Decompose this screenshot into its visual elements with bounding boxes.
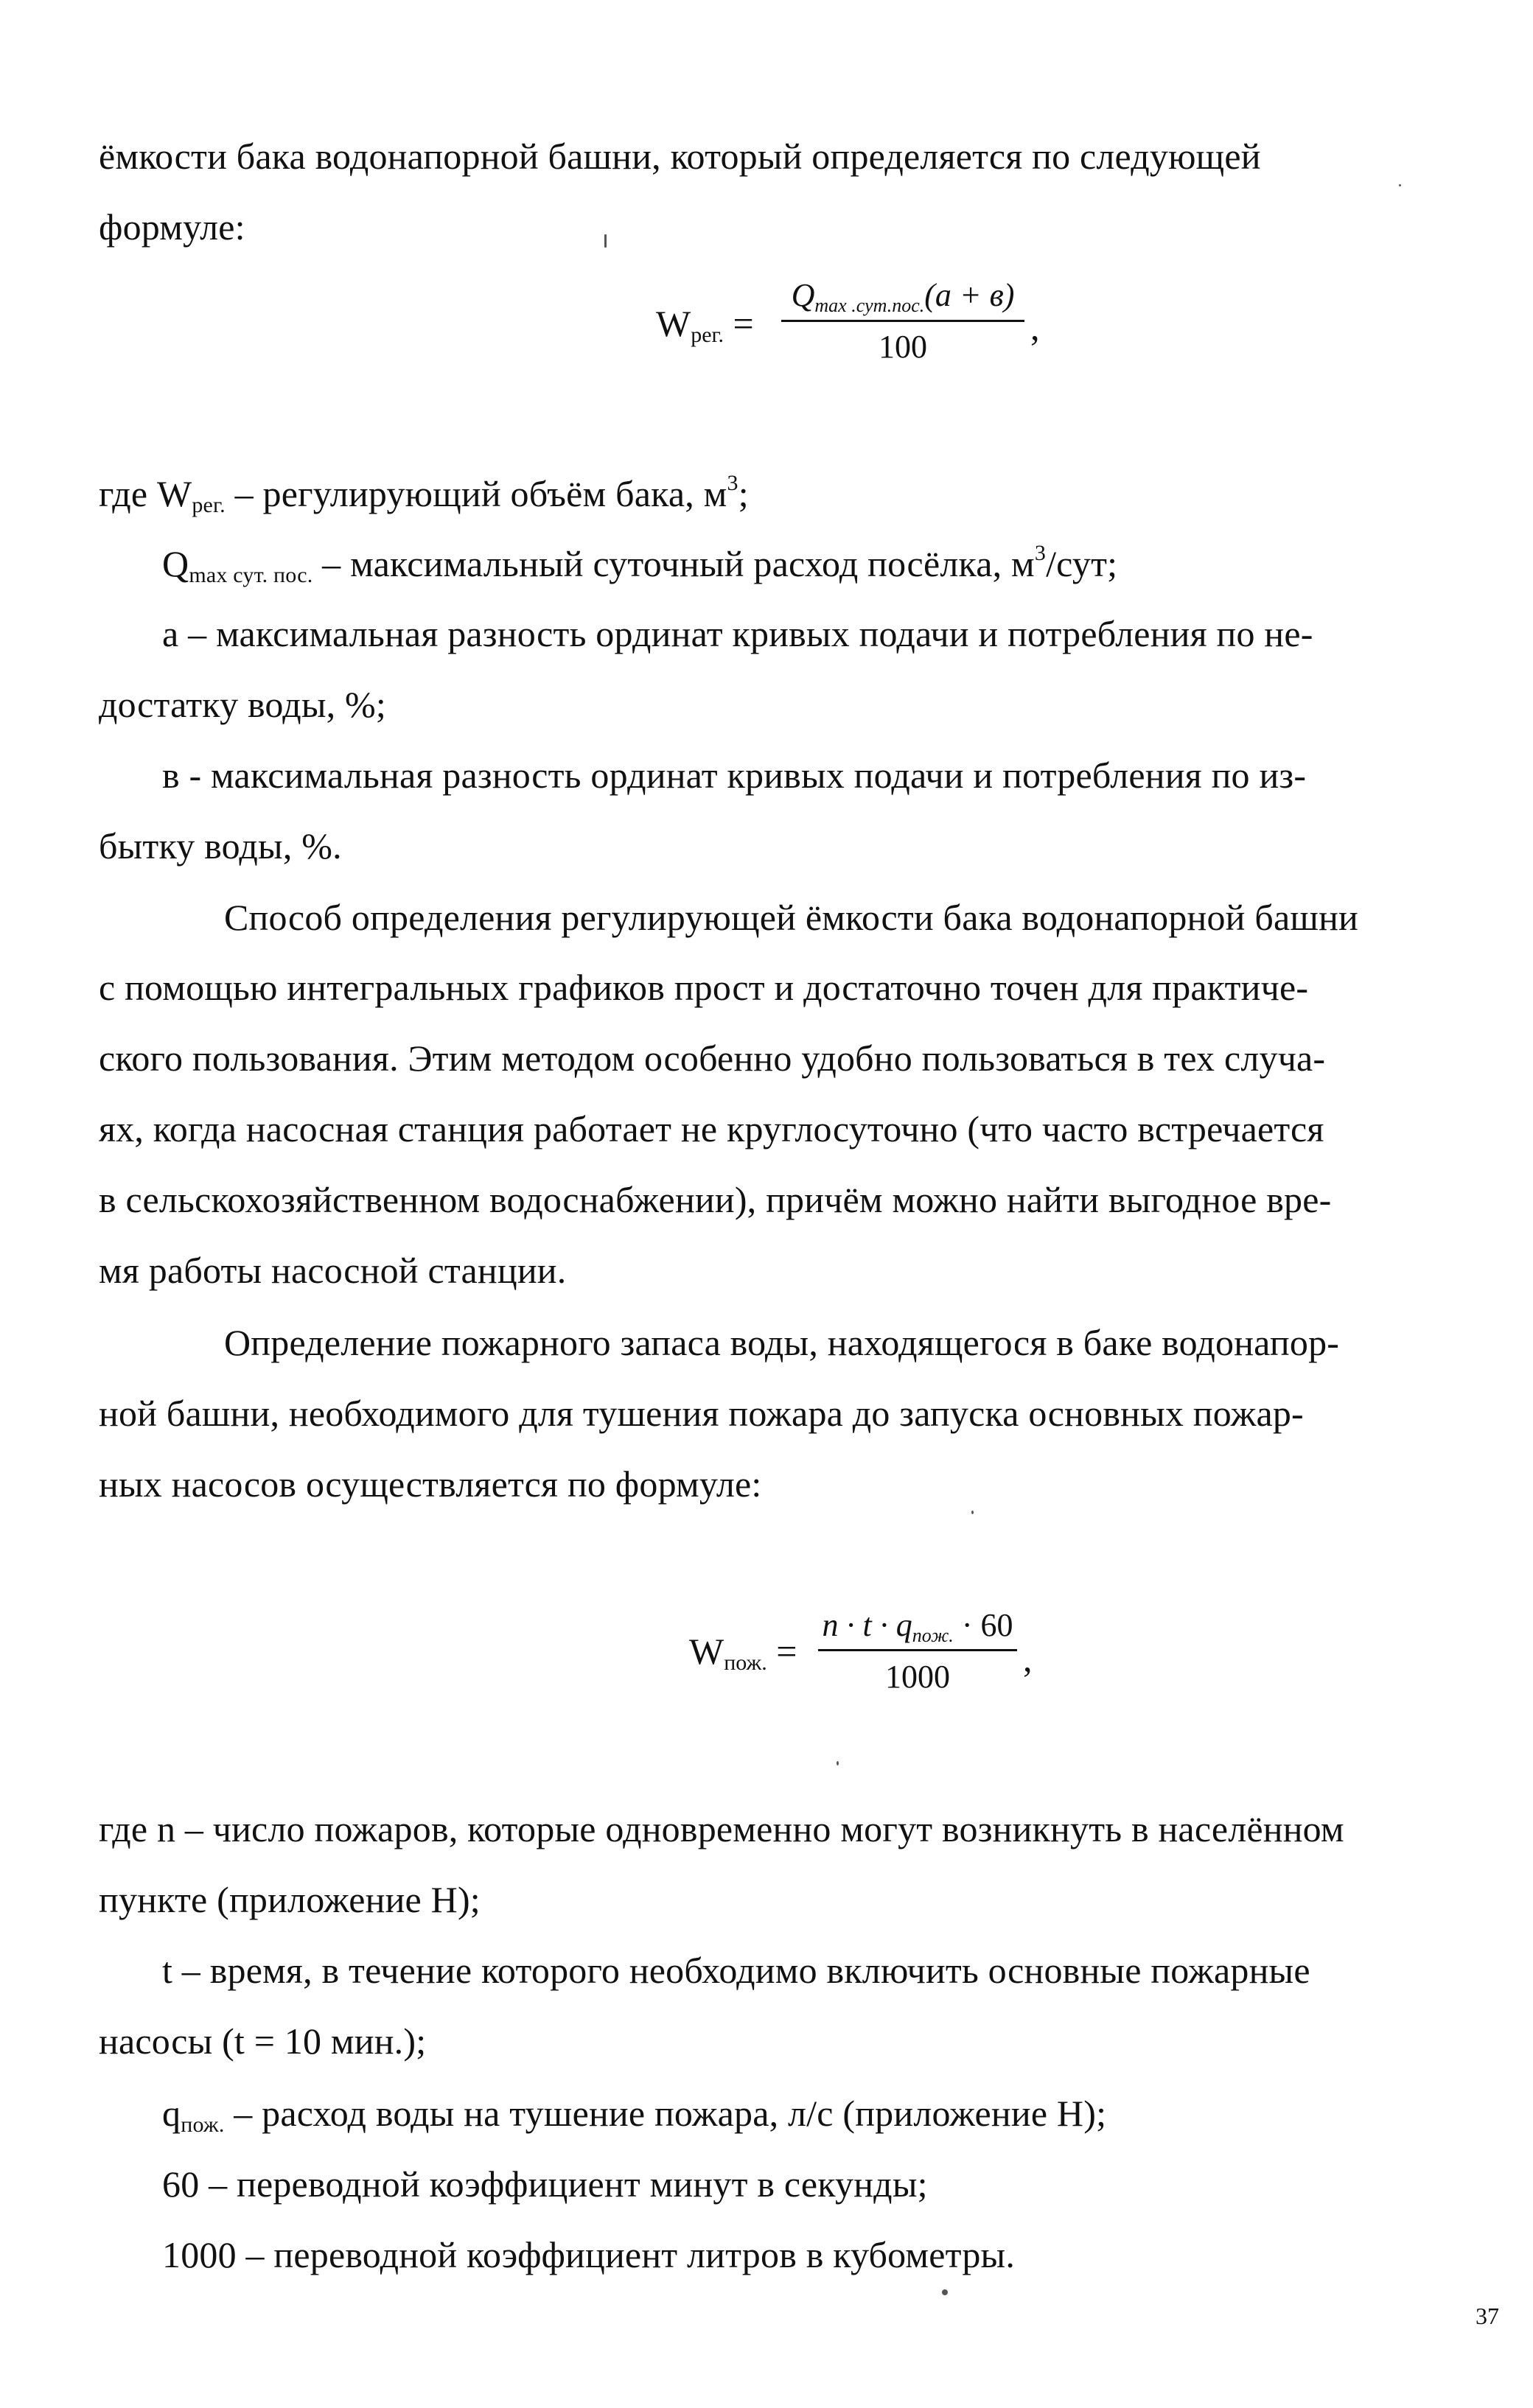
formula-comma: , [1030,307,1040,348]
text-line: достатку воды, %; [99,684,386,725]
text-line: Способ определения регулирующей ёмкости бака водонапорной башни [224,897,1358,938]
text-line: в сельскохозяйственном водоснабжении), причём можно найти выгодное вре- [99,1179,1332,1220]
fraction-bar [818,1649,1017,1651]
scan-speck [837,1761,839,1765]
page-number: 37 [1476,2303,1499,2329]
text-line: пункте (приложение Н); [99,1879,481,1920]
formula-lhs: $W_{пож.}$ = [689,1631,797,1675]
text-line: $q_{пож.}$ – расход воды на тушение пожара, л/с (приложение Н); [162,2093,1107,2137]
text-line: где n – число пожаров, которые одновременно могут возникнуть в населённом [99,1808,1344,1849]
text-line: ной башни, необходимого для тушения пожара до запуска основных пожар- [99,1393,1304,1434]
formula-comma: , [1023,1638,1033,1679]
text-line: в - максимальная разность ординат кривых подачи и потребления по из- [162,755,1307,796]
formula-denominator: 100 [879,329,927,365]
text-line: а – максимальная разность ординат кривых подачи и потребления по не- [162,613,1313,654]
text-line: с помощью интегральных графиков прост и достаточно точен для практиче- [99,967,1309,1008]
text-line: Определение пожарного запаса воды, находящегося в баке водонапор- [224,1322,1340,1363]
formula-numerator: $n \cdot t \cdot q_{пож.} \cdot 60$ [822,1607,1013,1646]
formula-lhs: $W_{рег.}$ = [656,303,754,347]
text-line: ёмкости бака водонапорной башни, который определяется по следующей [99,136,1261,177]
formula-numerator: $Q_{max .сут.пос.}(а + в)$ [791,277,1015,316]
formula-denominator: 1000 [885,1659,950,1695]
text-line: ях, когда насосная станция работает не круглосуточно (что часто встречается [99,1108,1324,1149]
text-line: 1000 – переводной коэффициент литров в кубометры. [162,2234,1016,2275]
text-line: $Q_{max сут. пос.}$ – максимальный суточный расход посёлка, $м^3$/сут; [162,541,1118,587]
scan-speck [1399,184,1401,186]
scan-speck [604,234,607,248]
text-line: t – время, в течение которого необходимо включить основные пожарные [162,1950,1310,1991]
scan-speck [971,1511,974,1514]
text-line: ных насосов осуществляется по формуле: [99,1463,762,1505]
scan-speck [942,2289,948,2295]
text-line: насосы (t = 10 мин.); [99,2020,427,2062]
text-line: формуле: [99,206,245,248]
text-line: бытку воды, %. [99,825,342,867]
text-line: ского пользования. Этим методом особенно удобно пользоваться в тех случа- [99,1037,1326,1079]
text-line: мя работы насосной станции. [99,1250,567,1291]
text-line: 60 – переводной коэффициент минут в секунды; [162,2163,928,2205]
fraction-bar [781,320,1024,322]
text-line: где $W_{рег.}$ – регулирующий объём бака, $м^3$; [99,471,749,517]
